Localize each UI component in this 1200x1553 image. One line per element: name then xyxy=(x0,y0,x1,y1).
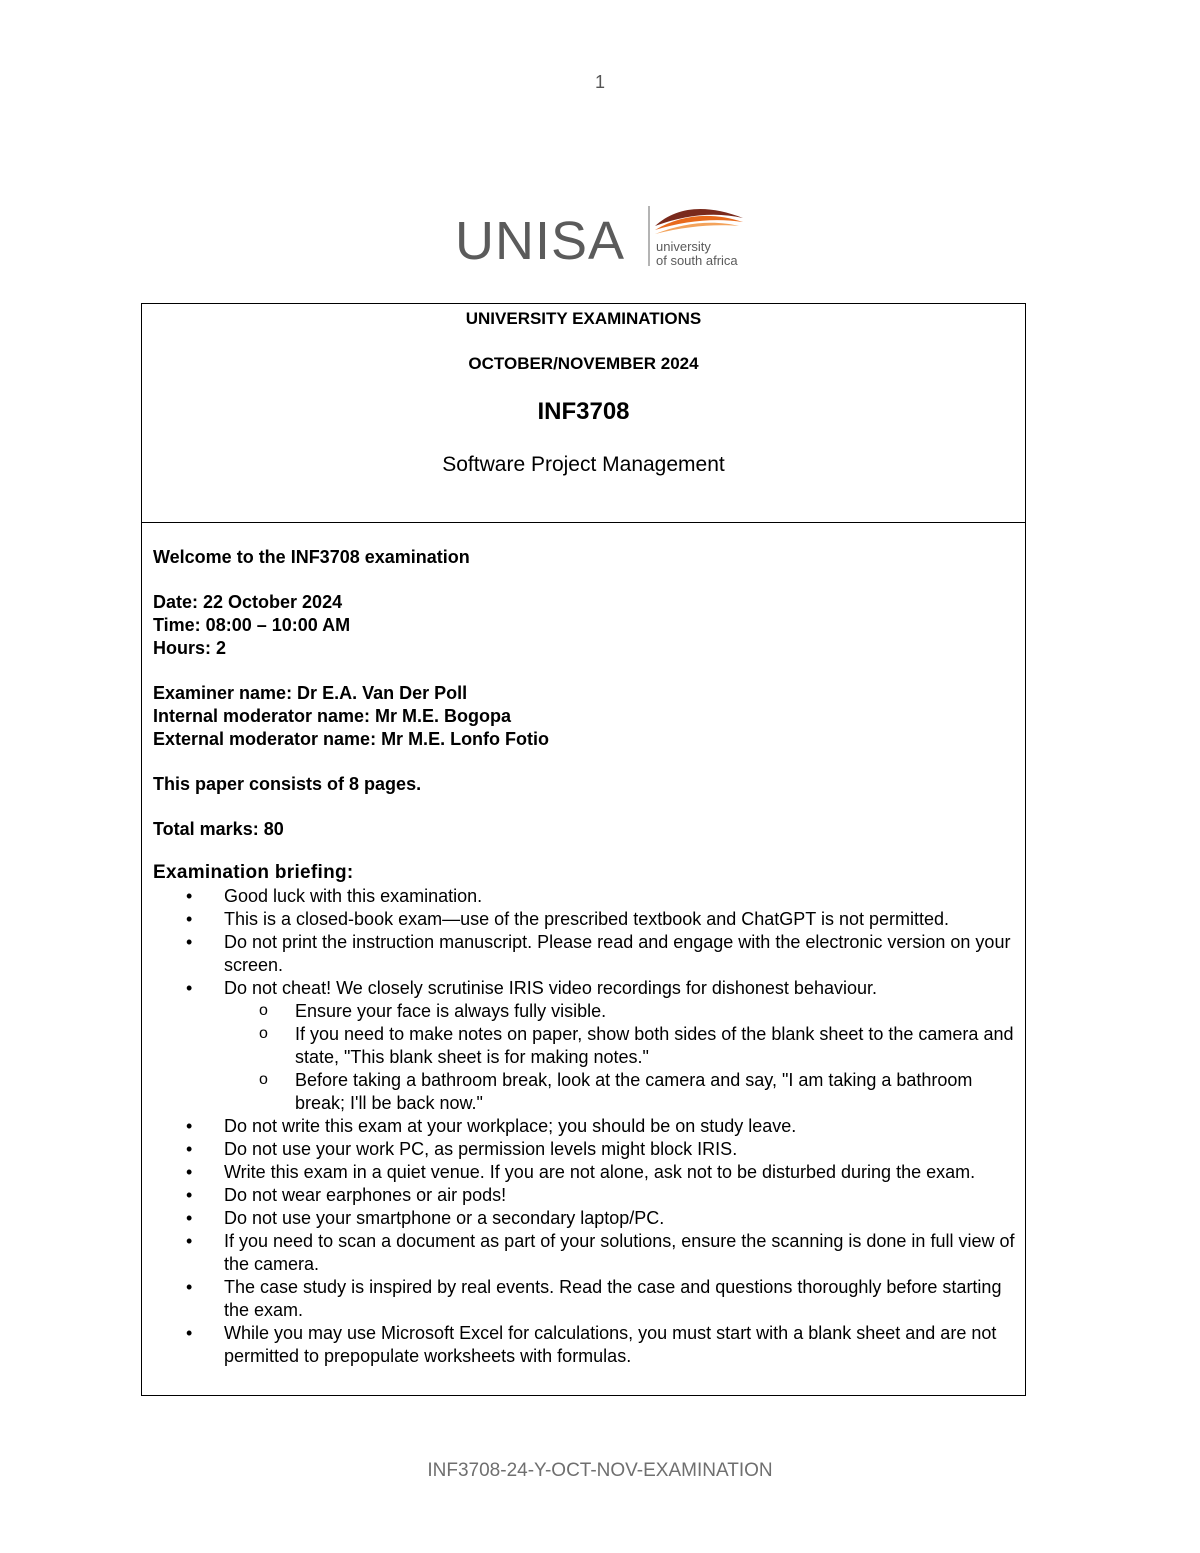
exam-date: Date: 22 October 2024 xyxy=(153,592,343,612)
list-item: • Do not use your smartphone or a secondary laptop/PC. xyxy=(153,1207,1018,1230)
list-item: • Good luck with this examination. xyxy=(153,885,1018,908)
exam-header xyxy=(142,304,1025,523)
list-item: • Write this exam in a quiet venue. If you are not alone, ask not to be disturbed during the exam. xyxy=(153,1161,1018,1184)
logo-line-2: of south africa xyxy=(656,253,738,268)
page-number: 1 xyxy=(594,72,605,92)
module-code: INF3708 xyxy=(537,398,630,425)
exam-time: Time: 08:00 – 10:00 AM xyxy=(153,615,351,635)
sub-list-item: o Before taking a bathroom break, look at the camera and say, "I am taking a bathroom break; I'll be back now." xyxy=(224,1069,1018,1115)
briefing-sublist xyxy=(224,1000,1018,1115)
module-name: Software Project Management xyxy=(442,453,725,476)
page-count: This paper consists of 8 pages. xyxy=(153,774,422,794)
exam-hours: Hours: 2 xyxy=(153,638,227,658)
examiner-name: Examiner name: Dr E.A. Van Der Poll xyxy=(153,683,468,703)
exam-title: UNIVERSITY EXAMINATIONS xyxy=(465,309,702,328)
exam-cover-box xyxy=(141,303,1026,1396)
list-item: • Do not use your work PC, as permission levels might block IRIS. xyxy=(153,1138,1018,1161)
external-moderator: External moderator name: Mr M.E. Lonfo Fotio xyxy=(153,729,550,749)
exam-session: OCTOBER/NOVEMBER 2024 xyxy=(468,354,699,373)
list-item-text: Do not cheat! We closely scrutinise IRIS video recordings for dishonest behaviour. xyxy=(224,978,878,998)
welcome-text: Welcome to the INF3708 examination xyxy=(153,547,470,567)
list-item: • Do not print the instruction manuscript. Please read and engage with the electronic version on your screen. xyxy=(153,931,1018,977)
list-item: • If you need to scan a document as part of your solutions, ensure the scanning is done in full view of the camera. xyxy=(153,1230,1018,1276)
briefing-title: Examination briefing: xyxy=(153,862,354,883)
list-item: • The case study is inspired by real events. Read the case and questions thoroughly before starting the exam. xyxy=(153,1276,1018,1322)
list-item: • This is a closed-book exam—use of the prescribed textbook and ChatGPT is not permitted. xyxy=(153,908,1018,931)
page-footer: INF3708-24-Y-OCT-NOV-EXAMINATION xyxy=(427,1460,773,1481)
logo-line-1: university xyxy=(656,239,711,254)
logo-wordmark: UNISA xyxy=(455,211,626,271)
list-item: • While you may use Microsoft Excel for calculations, you must start with a blank sheet and are not permitted to prepopulate worksheets with formulas. xyxy=(153,1322,1018,1368)
sub-list-item: o If you need to make notes on paper, show both sides of the blank sheet to the camera and state, "This blank sheet is for making notes." xyxy=(224,1023,1018,1069)
list-item: • Do not wear earphones or air pods! xyxy=(153,1184,1018,1207)
unisa-logo xyxy=(455,200,750,275)
list-item-with-subitems xyxy=(153,977,1018,1115)
logo-subtitle xyxy=(656,240,738,268)
exam-details xyxy=(153,546,1018,1368)
total-marks: Total marks: 80 xyxy=(153,819,284,839)
briefing-list xyxy=(153,885,1018,1368)
list-item: • Do not write this exam at your workplace; you should be on study leave. xyxy=(153,1115,1018,1138)
sub-list-item: o Ensure your face is always fully visible. xyxy=(224,1000,1018,1023)
internal-moderator: Internal moderator name: Mr M.E. Bogopa xyxy=(153,706,512,726)
